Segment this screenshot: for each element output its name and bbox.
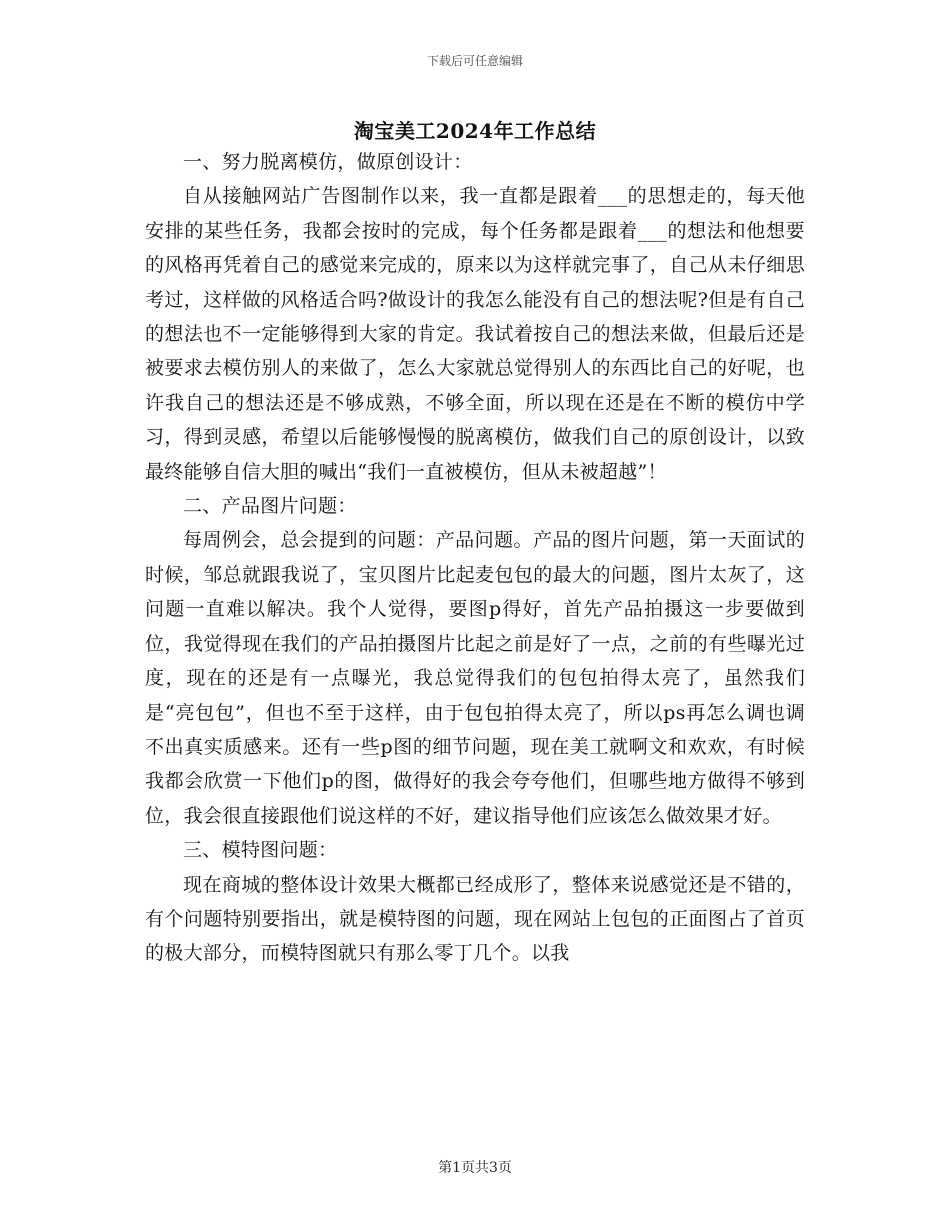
section-heading-2: 二、产品图片问题： (183, 495, 357, 518)
page-number: 第1页共3页 (438, 1160, 512, 1176)
document-body (145, 145, 805, 971)
document-title: 淘宝美工2024年工作总结 (353, 119, 597, 143)
body-paragraph-2: 每周例会，总会提到的问题：产品问题。产品的图片问题，第一天面试的时候，邹总就跟我说了，宝贝图片比起麦包包的最大的问题，图片太灰了，这问题一直难以解决。我个人觉得，要图p得好，首先产品拍摄这一步要做到位，我觉得现在我们的产品拍摄图片比起之前是好了一点，之前的有些曝光过度，现在的还是有一点曝光，我总觉得我们的包包拍得太亮了，虽然我们是“亮包包”，但也不至于这样，由于包包拍得太亮了，所以ps再怎么调也调不出真实质感来。还有一些p图的细节问题，现在美工就啊文和欢欢，有时候我都会欣赏一下他们p的图，做得好的我会夸夸他们，但哪些地方做得不够到位，我会很直接跟他们说这样的不好，建议指导他们应该怎么做效果才好。 (145, 529, 805, 827)
page-header-note: 下载后可任意编辑 (426, 54, 523, 68)
section-heading-3: 三、模特图问题： (183, 839, 338, 862)
body-paragraph-1: 自从接触网站广告图制作以来，我一直都是跟着___的思想走的，每天他安排的某些任务，我都会按时的完成，每个任务都是跟着___的想法和他想要的风格再凭着自己的感觉来完成的，原来以为这样就完事了，自己从未仔细思考过，这样做的风格适合吗?做设计的我怎么能没有自己的想法呢?但是有自己的想法也不一定能够得到大家的肯定。我试着按自己的想法来做，但最后还是被要求去模仿别人的来做了，怎么大家就总觉得别人的东西比自己的好呢，也许我自己的想法还是不够成熟，不够全面，所以现在还是在不断的模仿中学习，得到灵感，希望以后能够慢慢的脱离模仿，做我们自己的原创设计，以致最终能够自信大胆的喊出“我们一直被模仿，但从未被超越”！ (145, 185, 805, 483)
body-paragraph-3: 现在商城的整体设计效果大概都已经成形了，整体来说感觉还是不错的，有个问题特别要指出，就是模特图的问题，现在网站上包包的正面图占了首页的极大部分，而模特图就只有那么零丁几个。以我 (145, 873, 805, 965)
section-heading-1: 一、努力脱离模仿，做原创设计： (183, 151, 473, 173)
